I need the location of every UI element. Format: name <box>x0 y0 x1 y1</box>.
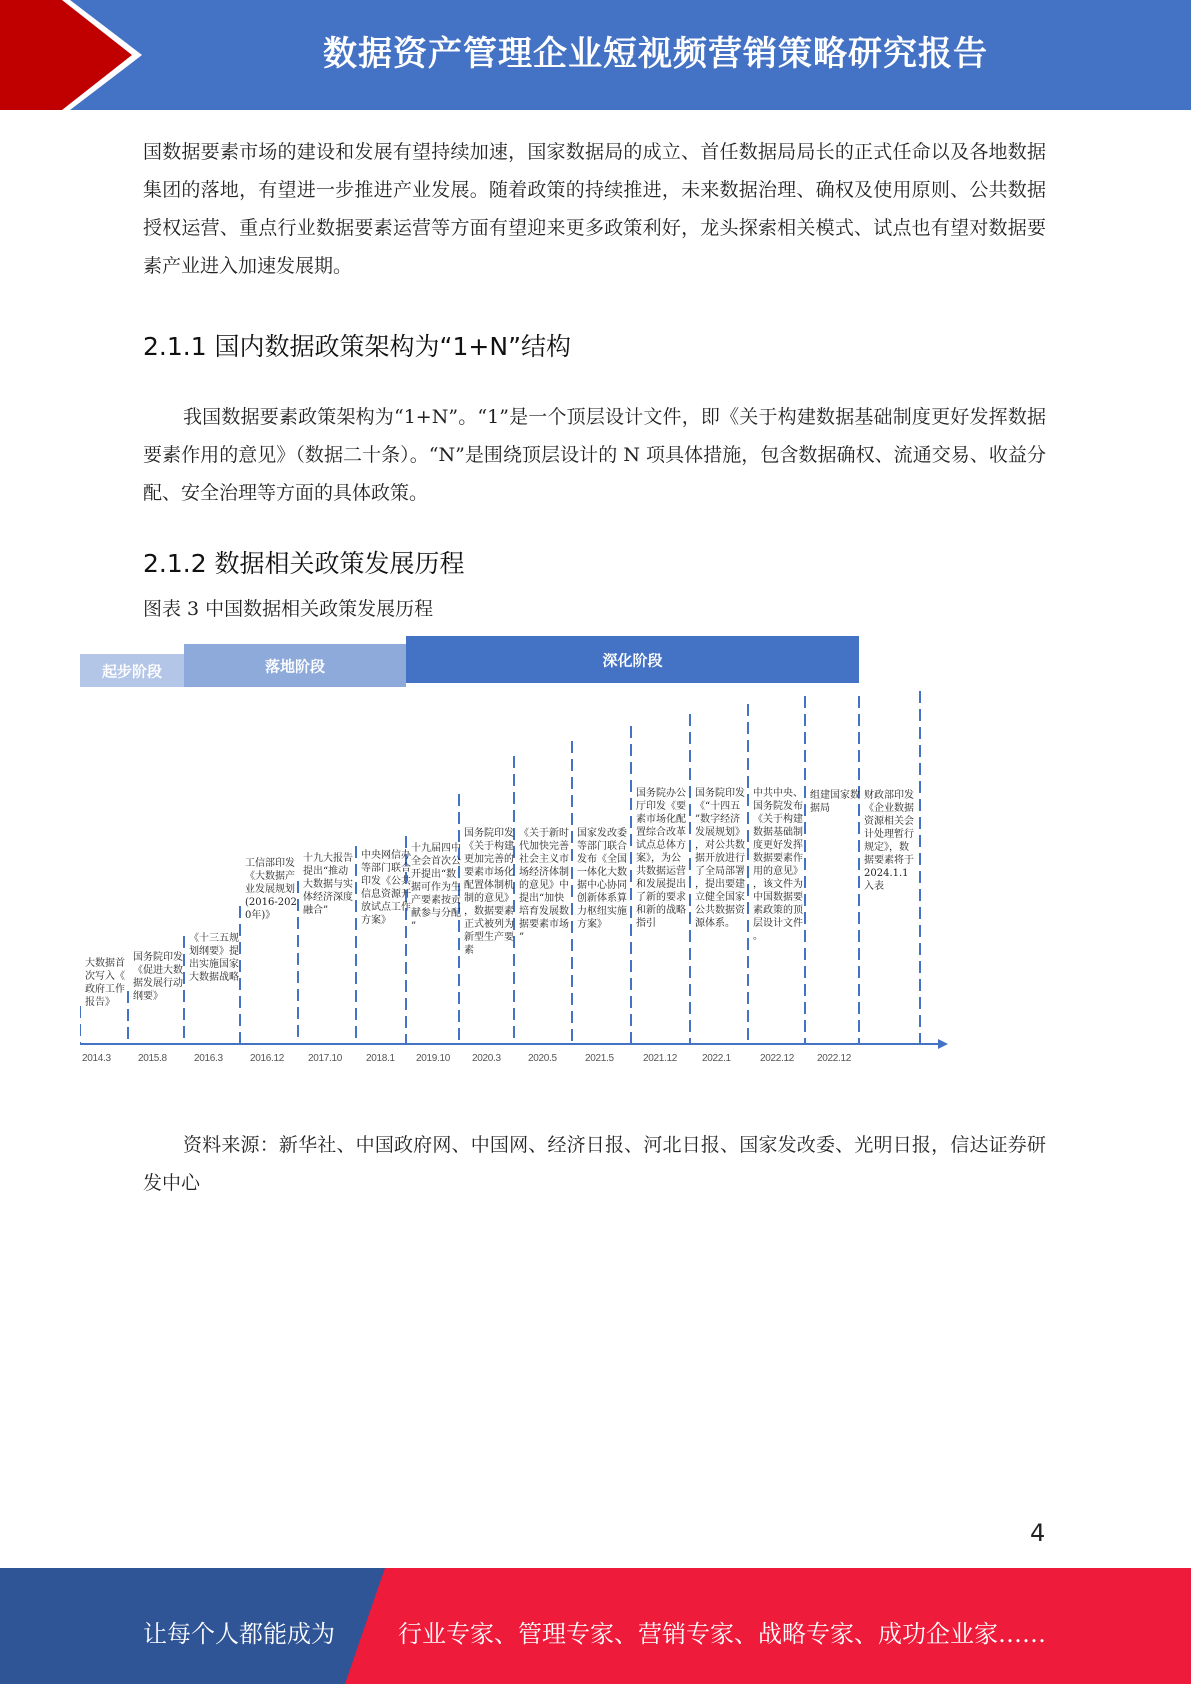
timeline-date-label: 2020.5 <box>528 1053 557 1064</box>
timeline-date-label: 2018.1 <box>366 1053 395 1064</box>
source-note: 资料来源：新华社、中国政府网、中国网、经济日报、河北日报、国家发改委、光明日报，信达证券研发中心 <box>143 1134 1046 1194</box>
page-number: 4 <box>1030 1519 1046 1547</box>
timeline-event-text: 十九届四中全会首次公开提出“数据可作为生产要素按贡献参与分配” <box>411 843 461 932</box>
timeline-date-label: 2022.1 <box>702 1053 731 1064</box>
intro-paragraph: 国数据要素市场的建设和发展有望持续加速，国家数据局的成立、首任数据局局长的正式任命以及各地数据集团的落地，有望进一步推进产业发展。随着政策的持续推进，未来数据治理、确权及使用原则、公共数据授权运营、重点行业数据要素运营等方面有望迎来更多政策利好，龙头探索相关模式、试点也有望对数据要素产业进入加速发展期。 <box>143 141 1046 277</box>
timeline-date-label: 2016.3 <box>194 1053 223 1064</box>
timeline-event-text: 中央网信办等部门联合印发《公共信息资源开放试点工作方案》 <box>361 850 411 926</box>
timeline-event-text: 国务院印发《“十四五”数字经济发展规划》，对公共数据开放进行了全局部署，提出要建立健全国家公共数据资源体系。 <box>695 788 745 929</box>
page-header <box>0 0 1191 110</box>
timeline-event-text: 中共中央、国务院发布《关于构建数据基础制度更好发挥数据要素作用的意见》，该文件为中国数据要素政策的顶层设计文件。 <box>753 788 803 942</box>
timeline-date-label: 2020.3 <box>472 1053 501 1064</box>
section-heading-2-1-1: 2.1.1 国内数据政策架构为“1+N”结构 <box>143 332 572 361</box>
footer-slogan-right: 行业专家、管理专家、营销专家、战略专家、成功企业家…… <box>398 1620 1046 1648</box>
timeline-date-label: 2021.12 <box>643 1053 678 1064</box>
timeline-axis-arrow <box>938 1039 948 1049</box>
stage-label: 起步阶段 <box>101 662 163 681</box>
timeline-date-label: 2015.8 <box>138 1053 167 1064</box>
timeline-date-label: 2022.12 <box>760 1053 795 1064</box>
timeline-event-text: 十九大报告提出“推动大数据与实体经济深度融合” <box>303 853 353 916</box>
policy-structure-paragraph: 我国数据要素政策架构为“1+N”。“1”是一个顶层设计文件，即《关于构建数据基础制度更好发挥数据要素作用的意见》（数据二十条）。“N”是围绕顶层设计的 N 项具体措施，包含数据确权、流通交易、收益分配、安全治理等方面的具体政策。 <box>143 406 1046 504</box>
timeline-event-text: 《关于新时代加快完善社会主义市场经济体制的意见》中提出“加快培育发展数据要素市场” <box>519 828 569 943</box>
timeline-event-text: 财政部印发《企业数据资源相关会计处理暂行规定》，数据要素将于 2024.1.1 入表 <box>864 790 914 892</box>
policy-timeline-chart <box>80 636 960 1076</box>
timeline-date-label: 2019.10 <box>416 1053 451 1064</box>
timeline-event-text: 国务院印发《关于构建更加完善的要素市场化配置体制机制的意见》，数据要素正式被列为新型生产要素 <box>464 828 514 956</box>
figure-caption: 图表 3 中国数据相关政策发展历程 <box>143 598 434 620</box>
timeline-event-text: 组建国家数据局 <box>810 790 860 814</box>
timeline-date-label: 2021.5 <box>585 1053 614 1064</box>
timeline-date-label: 2016.12 <box>250 1053 285 1064</box>
footer-slogan-left: 让每个人都能成为 <box>143 1620 335 1648</box>
timeline-date-label: 2017.10 <box>308 1053 343 1064</box>
timeline-date-label: 2022.12 <box>817 1053 852 1064</box>
timeline-event-text: 工信部印发《大数据产业发展规划(2016-202 0年)》 <box>245 858 297 921</box>
report-title: 数据资产管理企业短视频营销策略研究报告 <box>323 34 988 74</box>
section-heading-2-1-2: 2.1.2 数据相关政策发展历程 <box>143 549 465 578</box>
timeline-event-text: 国务院办公厅印发《要素市场化配置综合改革试点总体方案》，为公共数据运营和发展提出了新的要求和新的战略指引 <box>636 788 686 929</box>
timeline-event-text: 国家发改委等部门联合发布《全国一体化大数据中心协同创新体系算力枢纽实施方案》 <box>577 828 627 930</box>
stage-label: 深化阶段 <box>602 651 663 670</box>
timeline-date-label: 2014.3 <box>82 1053 111 1064</box>
stage-label: 落地阶段 <box>264 657 326 676</box>
timeline-event-text: 大数据首次写入《政府工作报告》 <box>85 958 125 1008</box>
timeline-event-text: 国务院印发《促进大数据发展行动纲要》 <box>133 952 183 1002</box>
timeline-event-text: 《十三五规划纲要》提出实施国家大数据战略 <box>189 933 239 983</box>
